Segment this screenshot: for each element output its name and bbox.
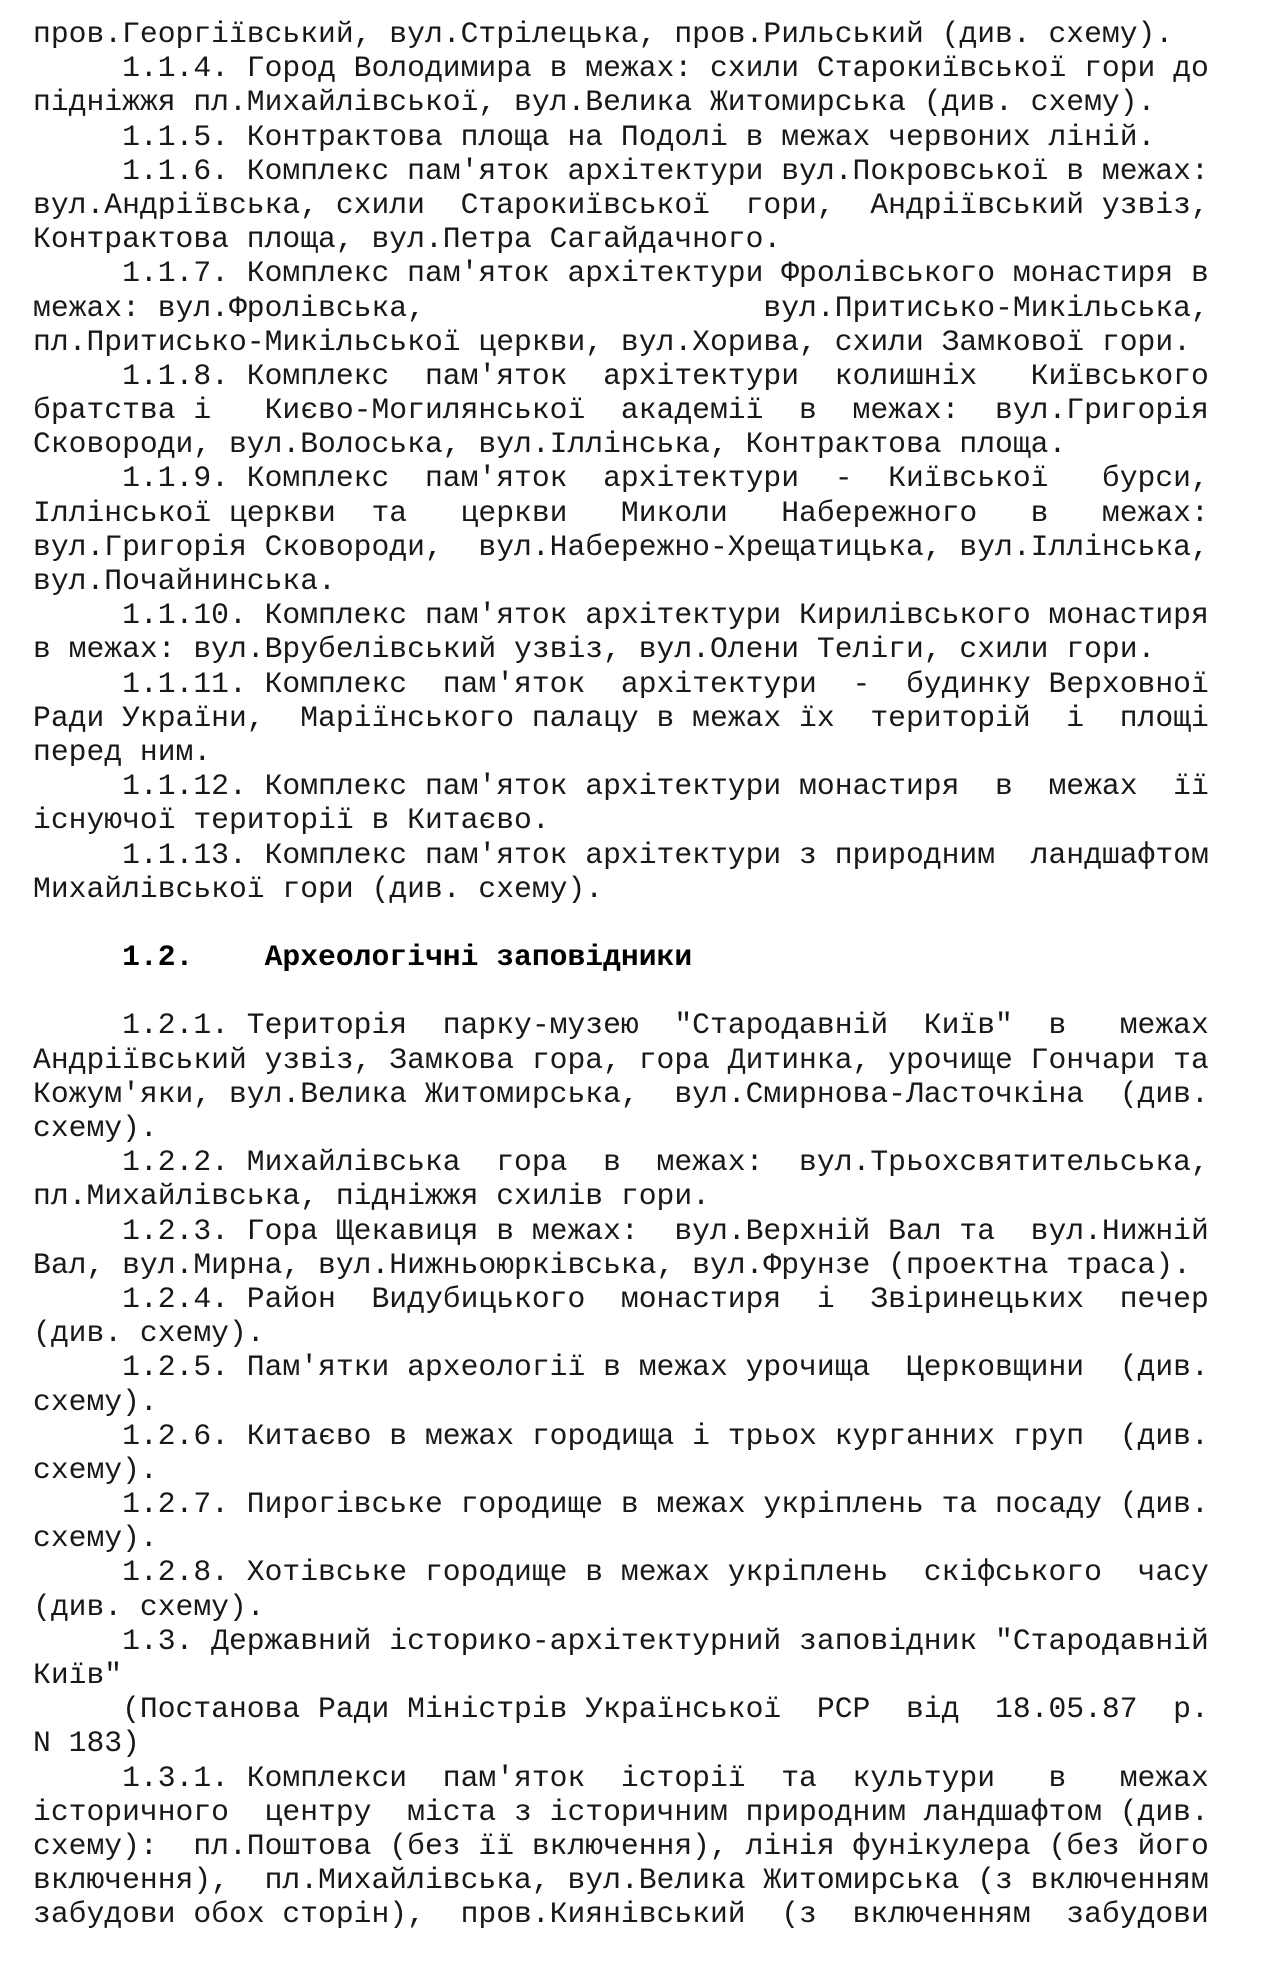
- text-line: схему).: [33, 1521, 158, 1556]
- text-line: Іллінської церкви та церкви Миколи Набережного в межах:: [33, 495, 1209, 530]
- text-line: схему): пл.Поштова (без її включення), лінія фунікулера (без його: [33, 1828, 1209, 1863]
- text-line: схему).: [33, 1452, 158, 1487]
- text-line: вул.Андріївська, схили Старокиївської гори, Андріївський узвіз,: [33, 187, 1209, 222]
- text-line: схему).: [33, 1384, 158, 1419]
- text-line: історичного центру міста з історичним природним ландшафтом (див.: [33, 1794, 1209, 1829]
- text-line: вул.Григорія Сковороди, вул.Набережно-Хрещатицька, вул.Іллінська,: [33, 529, 1209, 564]
- text-line: Контрактова площа, вул.Петра Сагайдачного.: [33, 222, 782, 257]
- text-line: 1.1.7. Комплекс пам'яток архітектури Фролівського монастиря в: [33, 256, 1209, 291]
- text-line: [33, 906, 1209, 940]
- text-line: Сковороди, вул.Волоська, вул.Іллінська, Контрактова площа.: [33, 427, 1067, 462]
- text-line: 1.2.5. Пам'ятки археології в межах урочища Церковщини (див.: [33, 1350, 1209, 1385]
- text-line: пров.Георгіївський, вул.Стрілецька, пров.Рильський (див. схему).: [33, 17, 1174, 51]
- text-line: Вал, вул.Мирна, вул.Нижньоюрківська, вул.Фрунзе (проектна траса).: [33, 1247, 1192, 1282]
- text-line: 1.1.13. Комплекс пам'яток архітектури з природним ландшафтом: [33, 837, 1209, 872]
- text-line: N 183): [33, 1726, 140, 1761]
- text-line: (див. схему).: [33, 1589, 265, 1624]
- text-line: перед ним.: [33, 734, 212, 769]
- text-line: 1.3. Державний історико-архітектурний заповідник "Стародавній: [33, 1623, 1209, 1658]
- text-line: 1.1.9. Комплекс пам'яток архітектури - Київської бурси,: [33, 461, 1209, 496]
- text-line: вул.Почайнинська.: [33, 564, 336, 598]
- text-line: (див. схему).: [33, 1316, 265, 1351]
- text-line: 1.2.2. Михайлівська гора в межах: вул.Трьохсвятительська,: [33, 1145, 1209, 1180]
- text-line: Андріївський узвіз, Замкова гора, гора Дитинка, урочище Гончари та: [33, 1042, 1209, 1077]
- text-line: (Постанова Ради Міністрів Української РСР від 18.05.87 р.: [33, 1692, 1209, 1727]
- text-line: схему).: [33, 1111, 158, 1145]
- text-line: 1.1.4. Город Володимира в межах: схили Старокиївської гори до: [33, 51, 1209, 86]
- text-line: 1.1.10. Комплекс пам'яток архітектури Кирилівського монастиря: [33, 598, 1209, 633]
- text-line: межах: вул.Фролівська, вул.Притисько-Микільська,: [33, 290, 1209, 325]
- text-line: 1.1.11. Комплекс пам'яток архітектури - будинку Верховної: [33, 666, 1209, 701]
- text-line: пл.Михайлівська, підніжжя схилів гори.: [33, 1179, 710, 1214]
- text-line: 1.2.3. Гора Щекавиця в межах: вул.Верхній Вал та вул.Нижній: [33, 1213, 1209, 1248]
- text-line: 1.2.6. Китаєво в межах городища і трьох курганних груп (див.: [33, 1418, 1209, 1453]
- text-line: 1.1.8. Комплекс пам'яток архітектури колишніх Київського: [33, 358, 1209, 393]
- text-line: Ради України, Маріїнського палацу в межах їх територій і площі: [33, 700, 1209, 735]
- text-line: існуючої території в Китаєво.: [33, 803, 550, 838]
- text-line: 1.2.1. Територія парку-музею "Стародавній Київ" в межах: [33, 1008, 1209, 1043]
- text-line: 1.1.6. Комплекс пам'яток архітектури вул.Покровської в межах:: [33, 153, 1209, 188]
- text-line: 1.1.5. Контрактова площа на Подолі в межах червоних ліній.: [33, 119, 1156, 154]
- section-heading: 1.2. Археологічні заповідники: [33, 940, 693, 975]
- text-line: 1.1.12. Комплекс пам'яток архітектури монастиря в межах її: [33, 769, 1209, 804]
- text-line: [33, 974, 1209, 1008]
- text-line: в межах: вул.Врубелівський узвіз, вул.Олени Теліги, схили гори.: [33, 632, 1156, 667]
- text-line: 1.2.4. Район Видубицького монастиря і Звіринецьких печер: [33, 1281, 1209, 1316]
- text-line: братства і Києво-Могилянської академії в межах: вул.Григорія: [33, 393, 1209, 428]
- text-line: 1.3.1. Комплекси пам'яток історії та культури в межах: [33, 1760, 1209, 1795]
- text-line: пл.Притисько-Микільської церкви, вул.Хорива, схили Замкової гори.: [33, 324, 1192, 359]
- text-line: Київ": [33, 1658, 123, 1692]
- text-line: 1.2.8. Хотівське городище в межах укріплень скіфського часу: [33, 1555, 1209, 1590]
- document-page: [33, 17, 1209, 1932]
- text-line: Кожум'яки, вул.Велика Житомирська, вул.Смирнова-Ласточкіна (див.: [33, 1076, 1209, 1111]
- text-line: 1.2.7. Пирогівське городище в межах укріплень та посаду (див.: [33, 1487, 1209, 1522]
- text-line: забудови обох сторін), пров.Киянівський (з включенням забудови: [33, 1897, 1209, 1932]
- text-line: включення), пл.Михайлівська, вул.Велика Житомирська (з включенням: [33, 1863, 1209, 1898]
- text-line: підніжжя пл.Михайлівської, вул.Велика Житомирська (див. схему).: [33, 85, 1156, 120]
- text-line: Михайлівської гори (див. схему).: [33, 871, 604, 906]
